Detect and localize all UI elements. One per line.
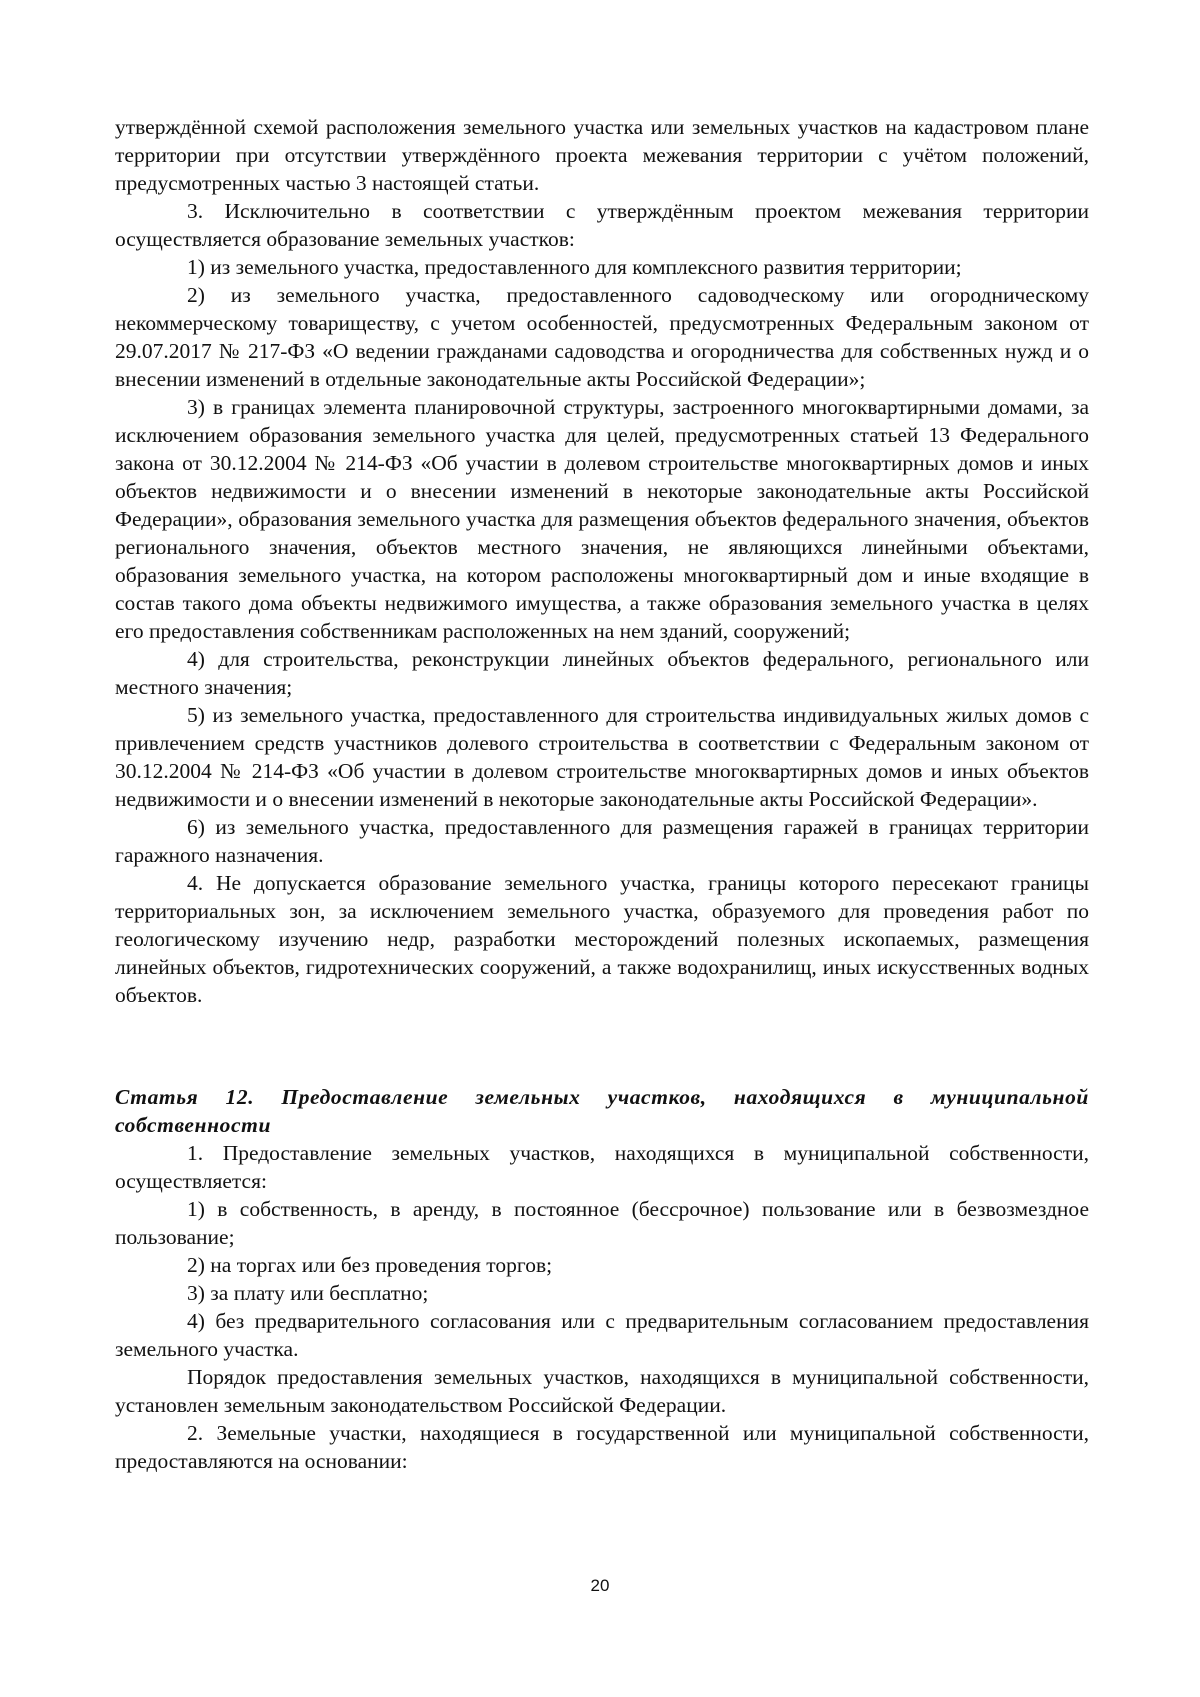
paragraph-procedure: Порядок предоставления земельных участков, находящихся в муниципальной собственности, установлен земельным законодательством Российской Федерации.: [115, 1365, 1089, 1417]
list-item-4: 4) без предварительного согласования или с предварительным согласованием предоставления земельного участка.: [115, 1309, 1089, 1361]
article-heading: Статья 12. Предоставление земельных участков, находящихся в муниципальной собственности: [115, 1085, 1089, 1137]
list-item-6: 6) из земельного участка, предоставленного для размещения гаражей в границах территории гаражного назначения.: [115, 815, 1089, 867]
list-item-2: 2) из земельного участка, предоставленного садоводческому или огородническому некоммерческому товариществу, с учетом особенностей, предусмотренных Федеральным законом от 29.07.2017 № 217-ФЗ «О ведении гражданами садоводства и огородничества для собственных нужд и о внесении изменений в отдельные законодательные акты Российской Федерации»;: [115, 283, 1089, 391]
list-item-4: 4) для строительства, реконструкции линейных объектов федерального, регионального или местного значения;: [115, 647, 1089, 699]
list-item-3: 3) за плату или бесплатно;: [187, 1281, 429, 1305]
section-gap: [115, 1009, 1089, 1083]
paragraph-clause-4: 4. Не допускается образование земельного участка, границы которого пересекают границы территориальных зон, за исключением земельного участка, образуемого для проведения работ по геологическому изучению недр, разработки месторождений полезных ископаемых, размещения линейных объектов, гидротехнических сооружений, а также водохранилищ, иных искусственных водных объектов.: [115, 871, 1089, 1007]
paragraph-continuation: утверждённой схемой расположения земельного участка или земельных участков на кадастровом плане территории при отсутствии утверждённого проекта межевания территории с учётом положений, предусмотренных частью 3 настоящей статьи.: [115, 115, 1089, 195]
list-item-5: 5) из земельного участка, предоставленного для строительства индивидуальных жилых домов с привлечением средств участников долевого строительства в соответствии с Федеральным законом от 30.12.2004 № 214-ФЗ «Об участии в долевом строительстве многоквартирных домов и иных объектов недвижимости и о внесении изменений в некоторые законодательные акты Российской Федерации».: [115, 703, 1089, 811]
list-item-1: 1) в собственность, в аренду, в постоянное (бессрочное) пользование или в безвозмездное пользование;: [115, 1197, 1089, 1249]
paragraph-clause-3: 3. Исключительно в соответствии с утверждённым проектом межевания территории осуществляется образование земельных участков:: [115, 199, 1089, 251]
document-body: [115, 113, 1089, 1475]
list-item-3: 3) в границах элемента планировочной структуры, застроенного многоквартирными домами, за исключением образования земельного участка для целей, предусмотренных статьей 13 Федерального закона от 30.12.2004 № 214-ФЗ «Об участии в долевом строительстве многоквартирных домов и иных объектов недвижимости и о внесении изменений в некоторые законодательные акты Российской Федерации», образования земельного участка для размещения объектов федерального значения, объектов регионального значения, объектов местного значения, не являющихся линейными объектами, образования земельного участка, на котором расположены многоквартирный дом и иные входящие в состав такого дома объекты недвижимого имущества, а также образования земельного участка в целях его предоставления собственникам расположенных на нем зданий, сооружений;: [115, 395, 1089, 643]
list-item-2: 2) на торгах или без проведения торгов;: [187, 1253, 553, 1277]
paragraph-article-clause-1: 1. Предоставление земельных участков, находящихся в муниципальной собственности, осуществляется:: [115, 1141, 1089, 1193]
list-item-1: 1) из земельного участка, предоставленного для комплексного развития территории;: [187, 255, 962, 279]
paragraph-article-clause-2: 2. Земельные участки, находящиеся в государственной или муниципальной собственности, предоставляются на основании:: [115, 1421, 1089, 1473]
page-number: 20: [590, 1576, 610, 1595]
